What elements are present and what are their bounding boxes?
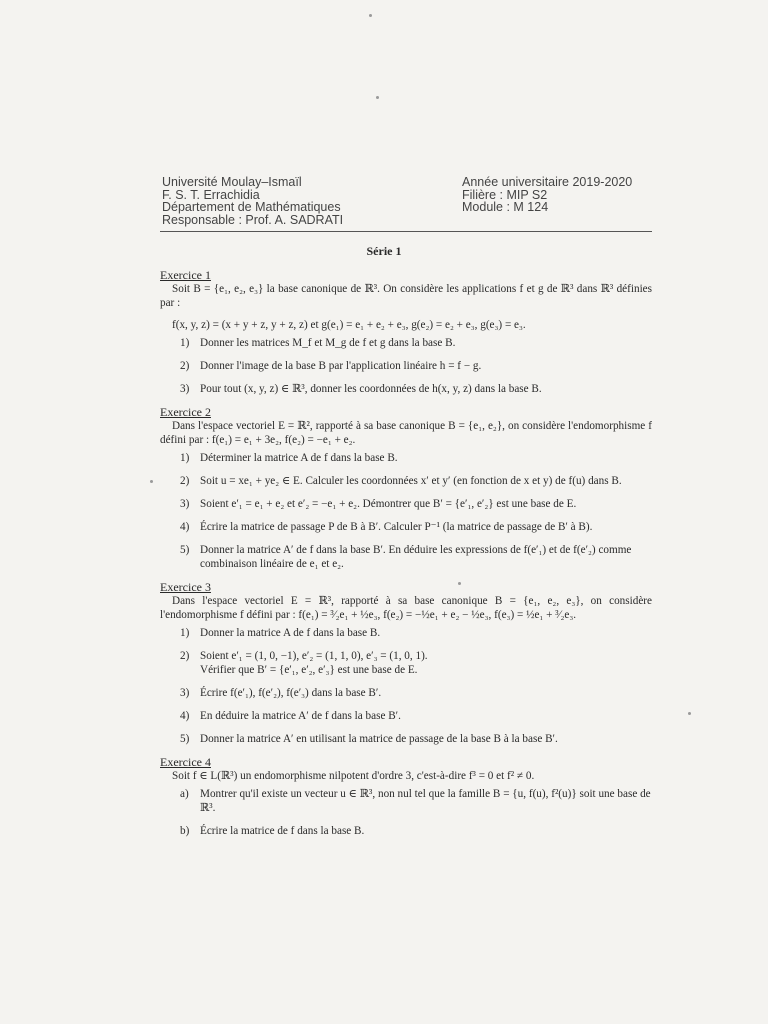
question-number: 5) bbox=[180, 544, 190, 556]
question-item bbox=[160, 824, 652, 838]
question-text: Donner l'image de la base B par l'application linéaire h = f − g. bbox=[200, 360, 482, 372]
header-line: F. S. T. Errachidia bbox=[162, 187, 260, 202]
question-item bbox=[160, 497, 652, 511]
question-number: 4) bbox=[180, 710, 190, 722]
header-line: Responsable : Prof. A. SADRATI bbox=[162, 212, 344, 227]
question-item bbox=[160, 382, 652, 396]
exercise-heading: Exercice 1 bbox=[160, 268, 211, 282]
question-text: Déterminer la matrice A de f dans la base B. bbox=[200, 452, 398, 464]
question-item bbox=[160, 787, 652, 815]
question-text: Écrire f(e′₁), f(e′₂), f(e′₃) dans la base B′. bbox=[200, 687, 382, 699]
exercise-intro: Dans l'espace vectoriel E = ℝ², rapporté à sa base canonique B = {e₁, e₂}, on considère l'endomorphisme f défini par : f(e₁) = e₁ + 3e₂, f(e₂) = −e₁ + e₂. bbox=[160, 420, 652, 446]
header-line: Filière : MIP S2 bbox=[462, 187, 548, 202]
exercise-heading: Exercice 4 bbox=[160, 755, 211, 769]
exercise-heading: Exercice 2 bbox=[160, 405, 211, 419]
question-number: 4) bbox=[180, 521, 190, 533]
question-text: Montrer qu'il existe un vecteur u ∈ ℝ³, non nul tel que la famille B = {u, f(u), f²(u)} soit une base de ℝ³. bbox=[200, 788, 651, 814]
question-text: Donner les matrices M_f et M_g de f et g dans la base B. bbox=[200, 337, 456, 349]
scan-speck bbox=[376, 96, 379, 99]
question-text: Donner la matrice A de f dans la base B. bbox=[200, 627, 381, 639]
question-item bbox=[160, 709, 652, 723]
exercise-3 bbox=[160, 580, 652, 746]
header-line: Université Moulay–Ismaïl bbox=[162, 175, 302, 189]
header-course-info bbox=[462, 176, 632, 214]
page-title: Série 1 bbox=[366, 244, 402, 258]
scan-speck bbox=[688, 712, 691, 715]
question-number: 3) bbox=[180, 383, 190, 395]
exercise-4 bbox=[160, 755, 652, 838]
question-item bbox=[160, 543, 652, 571]
question-number: 2) bbox=[180, 475, 190, 487]
question-list bbox=[160, 626, 652, 746]
exercise-1 bbox=[160, 268, 652, 396]
question-item bbox=[160, 336, 652, 350]
exercise-formula: f(x, y, z) = (x + y + z, y + z, z) et g(e₁) = e₁ + e₂ + e₃, g(e₂) = e₂ + e₃, g(e₃) = e₃. bbox=[172, 319, 526, 331]
question-text: En déduire la matrice A′ de f dans la base B′. bbox=[200, 710, 401, 722]
question-list bbox=[160, 336, 652, 396]
exercise-heading: Exercice 3 bbox=[160, 580, 211, 594]
question-text: Soient e′₁ = (1, 0, −1), e′₂ = (1, 1, 0), e′₃ = (1, 0, 1). bbox=[200, 650, 428, 662]
question-item bbox=[160, 649, 652, 677]
question-list bbox=[160, 451, 652, 571]
question-item bbox=[160, 732, 652, 746]
question-number: 5) bbox=[180, 733, 190, 745]
exercise-intro: Dans l'espace vectoriel E = ℝ³, rapporté à sa base canonique B = {e₁, e₂, e₃}, on considère l'endomorphisme f défini par : f(e₁) = ³⁄₂e₁ + ½e₃, f(e₂) = −½e₁ + e₂ − ½e₃, f(e₃) = ½e₁ + ³⁄₂e₃. bbox=[160, 595, 652, 621]
scan-speck bbox=[150, 480, 153, 483]
exercise-list bbox=[160, 262, 652, 847]
question-item bbox=[160, 520, 652, 534]
question-number: a) bbox=[180, 788, 189, 800]
exercise-intro: Soit f ∈ L(ℝ³) un endomorphisme nilpotent d'ordre 3, c'est-à-dire f³ = 0 et f² ≠ 0. bbox=[172, 770, 535, 782]
header-line: Département de Mathématiques bbox=[162, 200, 341, 214]
header-line: Module : M 124 bbox=[462, 200, 549, 214]
question-text: Soit u = xe₁ + ye₂ ∈ E. Calculer les coordonnées x′ et y′ (en fonction de x et y) de f(u) dans B. bbox=[200, 475, 622, 487]
question-item bbox=[160, 474, 652, 488]
exercise-2 bbox=[160, 405, 652, 571]
exercise-intro: Soit B = {e₁, e₂, e₃} la base canonique de ℝ³. On considère les applications f et g de ℝ³ dans ℝ³ définies par : bbox=[160, 283, 652, 309]
question-number: 3) bbox=[180, 687, 190, 699]
question-subtext: Vérifier que B′ = {e′₁, e′₂, e′₃} est une base de E. bbox=[200, 664, 418, 676]
header-institution bbox=[162, 176, 343, 226]
question-number: 1) bbox=[180, 337, 190, 349]
question-item bbox=[160, 451, 652, 465]
question-number: 3) bbox=[180, 498, 190, 510]
question-text: Écrire la matrice de f dans la base B. bbox=[200, 825, 365, 837]
question-item bbox=[160, 626, 652, 640]
question-number: 2) bbox=[180, 650, 190, 662]
question-number: 1) bbox=[180, 627, 190, 639]
question-number: b) bbox=[180, 825, 190, 837]
question-number: 1) bbox=[180, 452, 190, 464]
header-line: Année universitaire 2019-2020 bbox=[462, 175, 633, 189]
question-text: Pour tout (x, y, z) ∈ ℝ³, donner les coordonnées de h(x, y, z) dans la base B. bbox=[200, 383, 542, 395]
question-text: Donner la matrice A′ de f dans la base B′. En déduire les expressions de f(e′₁) et de f(e′₂) comme combinaison linéaire de e₁ et e₂. bbox=[200, 544, 632, 570]
question-list bbox=[160, 787, 652, 838]
question-text: Écrire la matrice de passage P de B à B′. Calculer P⁻¹ (la matrice de passage de B′ à B). bbox=[200, 521, 593, 533]
question-item bbox=[160, 686, 652, 700]
question-item bbox=[160, 359, 652, 373]
question-text: Soient e′₁ = e₁ + e₂ et e′₂ = −e₁ + e₂. Démontrer que B′ = {e′₁, e′₂} est une base de E. bbox=[200, 498, 577, 510]
question-number: 2) bbox=[180, 360, 190, 372]
scan-speck bbox=[369, 14, 372, 17]
question-text: Donner la matrice A′ en utilisant la matrice de passage de la base B à la base B′. bbox=[200, 733, 558, 745]
header-rule bbox=[160, 231, 652, 232]
